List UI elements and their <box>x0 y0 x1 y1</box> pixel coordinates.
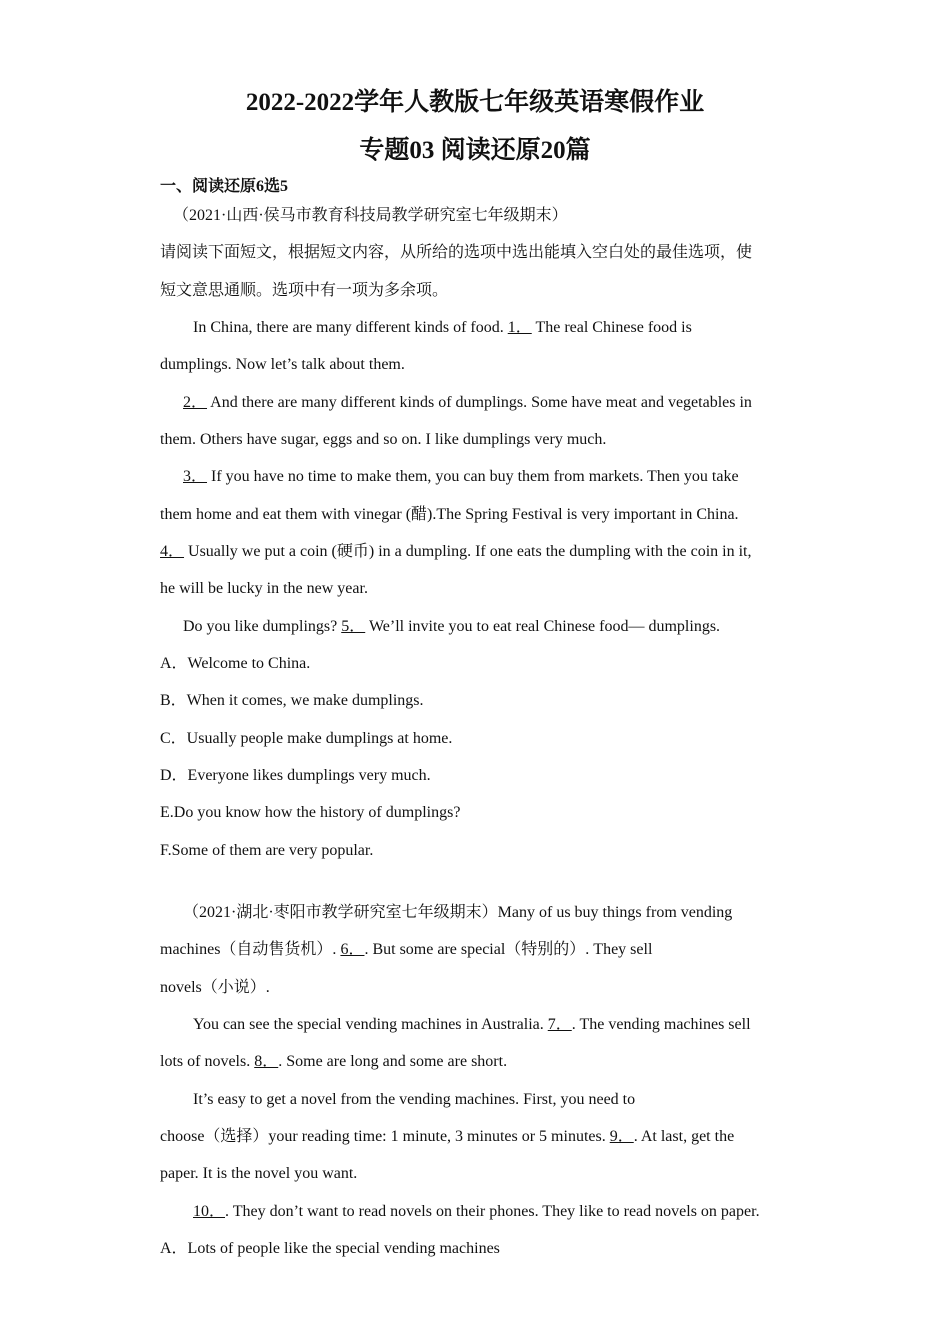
passage2-line <box>193 1015 751 1035</box>
passage-text: . The vending machines sell <box>571 1016 751 1033</box>
passage2-line: （2021·湖北·枣阳市教学研究室七年级期末）Many of us buy things from vending <box>183 904 733 921</box>
passage1-line <box>183 617 720 637</box>
passage1-line: dumplings. Now let’s talk about them. <box>160 356 405 373</box>
blank-5[interactable]: 5． <box>341 618 366 635</box>
passage1-line <box>160 542 751 562</box>
passage2-line <box>160 1052 507 1072</box>
option-a: A．Welcome to China. <box>160 655 311 672</box>
passage-text: You can see the special vending machines in Australia. <box>193 1016 544 1033</box>
document-subtitle: 专题03 阅读还原20篇 <box>359 137 591 164</box>
document-title: 2022-2022学年人教版七年级英语寒假作业 <box>245 89 705 116</box>
option-f: F.Some of them are very popular. <box>160 842 374 859</box>
section-heading: 一、阅读还原6选5 <box>160 178 289 195</box>
blank-2[interactable]: 2． <box>183 394 208 411</box>
passage1-line: them. Others have sugar, eggs and so on. I like dumplings very much. <box>160 431 607 448</box>
passage2-line: paper. It is the novel you want. <box>160 1165 358 1182</box>
passage1-line <box>193 318 692 338</box>
passage-text: . But some are special（特别的）. They sell <box>364 941 653 958</box>
instruction-line-2: 短文意思通顺。选项中有一项为多余项。 <box>160 282 449 299</box>
blank-10[interactable]: 10． <box>193 1203 226 1220</box>
passage1-line: he will be lucky in the new year. <box>160 580 368 597</box>
option-b: B．When it comes, we make dumplings. <box>160 692 424 709</box>
blank-6[interactable]: 6． <box>340 941 365 958</box>
passage2-line <box>160 940 652 960</box>
blank-9[interactable]: 9． <box>609 1128 634 1145</box>
blank-7[interactable]: 7． <box>547 1016 572 1033</box>
instruction-line-1: 请阅读下面短文，根据短文内容，从所给的选项中选出能填入空白处的最佳选项，使 <box>160 244 753 261</box>
blank-4[interactable]: 4． <box>160 543 185 560</box>
option-d: D．Everyone likes dumplings very much. <box>160 767 431 784</box>
passage2-line <box>160 1127 734 1147</box>
passage-text: . Some are long and some are short. <box>278 1053 508 1070</box>
option-a: A．Lots of people like the special vending machines <box>160 1240 500 1257</box>
passage-text: . At last, get the <box>633 1128 735 1145</box>
passage1-line <box>183 393 752 413</box>
passage-text: Usually we put a coin (硬币) in a dumpling. If one eats the dumpling with the coin in it, <box>188 543 752 560</box>
passage-text: In China, there are many different kinds of food. <box>193 319 504 336</box>
passage-text: The real Chinese food is <box>535 319 692 336</box>
blank-1[interactable]: 1． <box>507 319 532 336</box>
passage1-line: them home and eat them with vinegar (醋).The Spring Festival is very important in China. <box>160 506 739 523</box>
passage1-line <box>183 467 739 487</box>
option-c: C．Usually people make dumplings at home. <box>160 730 453 747</box>
passage2-line: novels（小说）. <box>160 979 270 996</box>
passage-text: . They don’t want to read novels on their phones. They like to read novels on paper. <box>225 1203 760 1220</box>
passage-text: We’ll invite you to eat real Chinese food— dumplings. <box>368 618 721 635</box>
passage2-line <box>193 1202 760 1222</box>
passage-text: machines（自动售货机）. <box>160 941 337 958</box>
passage-text: choose（选择）your reading time: 1 minute, 3 minutes or 5 minutes. <box>160 1128 606 1145</box>
passage-text: And there are many different kinds of dumplings. Some have meat and vegetables in <box>210 394 752 411</box>
passage-text: lots of novels. <box>160 1053 251 1070</box>
blank-8[interactable]: 8． <box>254 1053 279 1070</box>
blank-3[interactable]: 3． <box>183 468 208 485</box>
option-e: E.Do you know how the history of dumplings? <box>160 804 461 821</box>
passage-text: If you have no time to make them, you can buy them from markets. Then you take <box>211 468 739 485</box>
passage-text: Do you like dumplings? <box>183 618 338 635</box>
passage1-source: （2021·山西·侯马市教育科技局教学研究室七年级期末） <box>173 207 568 224</box>
passage2-line: It’s easy to get a novel from the vending machines. First, you need to <box>193 1091 636 1108</box>
